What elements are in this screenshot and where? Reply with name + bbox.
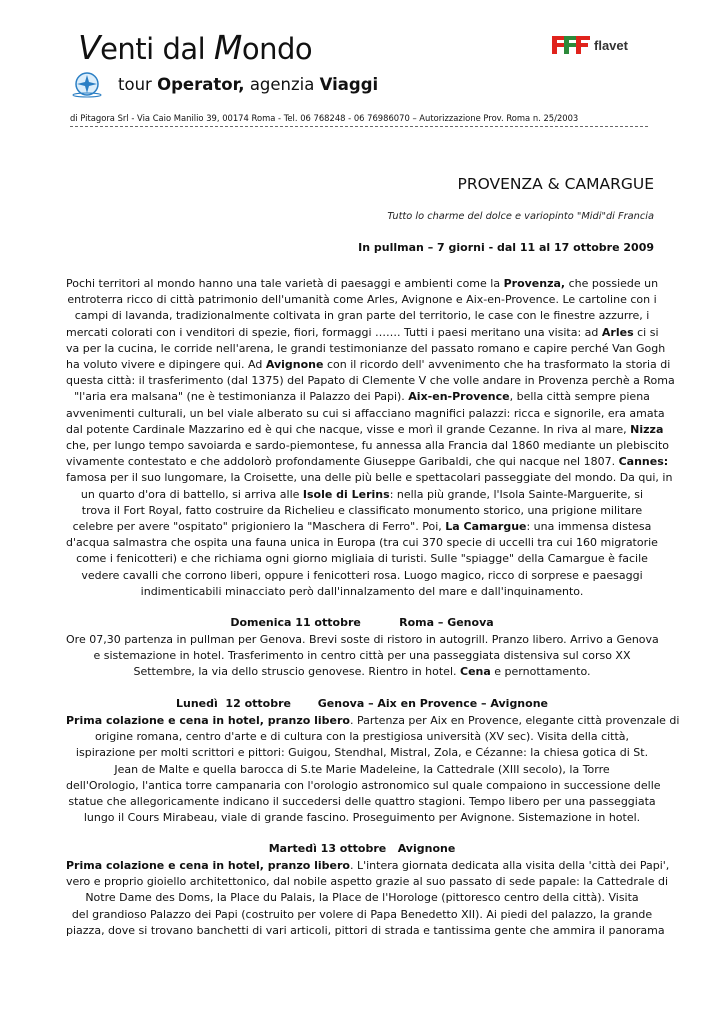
text-line: origine romana, centro d'arte e di cultura con la prestigiosa università (XV sec). Visita della città, (94, 730, 630, 744)
subtitle-viaggi: Viaggi (319, 75, 379, 94)
text-line: indimenticabili minacciato però dall'innalzamento del mare e dall'inquinamento. (140, 584, 584, 598)
airplane-globe-icon (70, 70, 104, 98)
text-line: che, per lungo tempo savoiarda e sardo-piemontese, fu annessa alla Francia dal 1860 mediante un plebiscito (66, 439, 669, 453)
intro-paragraph (66, 276, 675, 600)
text-line: Prima colazione e cena in hotel, pranzo libero. Partenza per Aix en Provence, elegante città provenzale di (66, 714, 680, 727)
text-line: Pochi territori al mondo hanno una tale varietà di paesaggi e ambienti come la Provenza, che possiede un (66, 277, 659, 290)
text-line: statue che allegoricamente indicano il succedersi delle quattro stagioni. Tempo libero per una passeggiata (68, 795, 656, 809)
text-line: celebre per avere "ospitato" prigioniero la "Maschera di Ferro". Poi, La Camargue: una immensa distesa (72, 520, 652, 534)
tour-title: PROVENZA & CAMARGUE (457, 175, 654, 193)
subtitle-pre: tour (118, 75, 158, 94)
subtitle-mid: agenzia (244, 75, 320, 94)
text-line: come i fenicotteri) e che richiama ogni giorno migliaia di turisti. Sulle "spiagge" della Camargue è facile (76, 552, 648, 566)
text-line: piazza, dove si trovano banchetti di vari articoli, pittori di strada e tantissima gente che ammira il panorama (66, 923, 665, 937)
header-divider (70, 126, 648, 127)
text-line: e sistemazione in hotel. Trasferimento in centro città per una passeggiata distensiva sul corso XX (93, 649, 631, 663)
day2-heading: Lunedì 12 ottobre Genova – Aix en Provence – Avignone (176, 697, 548, 710)
day3-paragraph (66, 858, 670, 939)
text-line: famosa per il suo lungomare, la Croisette, una delle più belle e spettacolari passeggiate del mondo. Da qui, in (66, 471, 673, 485)
text-line: Notre Dame des Doms, la Place du Palais, la Place de l'Horologe (pittoresco centro della città). Visita (85, 891, 639, 905)
logo-text: flavet (594, 38, 628, 53)
brand-initial-v: V (78, 28, 101, 67)
text-line: lungo il Cours Mirabeau, viale di grande fascino. Proseguimento per Avignone. Sistemazione in hotel. (83, 811, 641, 825)
text-line: dell'Orologio, l'antica torre campanaria con l'orologio astronomico sul quale compaiono in successione delle (66, 778, 661, 792)
text-line: un quarto d'ora di battello, si arriva alle Isole di Lerins: nella più grande, l'Isola Sainte-Marguerite, si (80, 487, 644, 501)
text-line: "l'aria era malsana" (ne è testimonianza il Palazzo dei Papi). Aix-en-Provence, bella città sempre piena (74, 390, 650, 404)
tour-tagline: Tutto lo charme del dolce e variopinto "Midi"di Francia (387, 211, 654, 222)
text-line: mercati colorati con i venditori di spezie, fiori, formaggi ……. Tutti i paesi meritano una visita: ad Arles ci si (66, 325, 659, 339)
day3-heading: Martedì 13 ottobre Avignone (268, 842, 456, 855)
text-line: questa città: il trasferimento (dal 1375) del Papato di Clemente V che volle andare in Provenza perchè a Roma (66, 374, 675, 388)
company-address: di Pitagora Srl - Via Caio Manilio 39, 00174 Roma - Tel. 06 768248 - 06 76986070 – Autorizzazione Prov. Roma n. 25/2003 (70, 113, 579, 123)
day1-paragraph (66, 632, 658, 681)
text-line: trova il Fort Royal, fatto costruire da Richelieu e classificato monumento storico, una prigione militare (81, 503, 643, 517)
brand-part2: ondo (241, 32, 313, 66)
tour-dates: In pullman – 7 giorni - dal 11 al 17 ottobre 2009 (358, 241, 654, 254)
subtitle-operator: Operator, (157, 75, 245, 94)
text-line: Ore 07,30 partenza in pullman per Genova. Brevi soste di ristoro in autogrill. Pranzo libero. Arrivo a Genova (66, 633, 659, 646)
text-line: vero e proprio gioiello architettonico, dal nobile aspetto grazie al suo passato di sede papale: la Cattedrale di (66, 875, 668, 889)
text-line: Prima colazione e cena in hotel, pranzo libero. L'intera giornata dedicata alla visita della 'città dei Papi', (66, 859, 670, 872)
text-line: d'acqua salmastra che ospita una fauna unica in Europa (tra cui 370 specie di uccelli tra cui 160 migratorie (66, 536, 658, 550)
flavet-logo (548, 30, 658, 58)
text-line: campi di lavanda, tradizionalmente coltivata in gran parte del territorio, le case con le finestre azzurre, i (74, 309, 650, 323)
text-line: Settembre, la via dello struscio genovese. Rientro in hotel. Cena e pernottamento. (133, 665, 591, 679)
brand-part1: enti dal (100, 32, 214, 66)
text-line: avvenimenti culturali, un bel viale alberato su cui si affacciano magnifici palazzi: ricca e signorile, era amata (66, 406, 665, 420)
text-line: dal potente Cardinale Mazzarino ed è qui che nacque, visse e morì il grande Cezanne. In riva al mare, Nizza (66, 422, 664, 436)
text-line: ispirazione per molti scrittori e pittori: Guigou, Stendhal, Mistral, Zola, e Cézanne: la chiesa gotica di St. (75, 746, 649, 760)
text-line: entroterra ricco di città patrimonio dell'umanità come Arles, Avignone e Aix-en-Provence. Le cartoline con i (67, 293, 657, 307)
subtitle (118, 75, 378, 94)
text-line: vedere cavalli che corrono liberi, oppure i fenicotteri rosa. Luogo magico, ricco di sorprese e paesaggi (81, 568, 643, 582)
text-line: vivamente contestato e che addolorò profondamente Giuseppe Garibaldi, che qui nacque nel 1807. Cannes: (66, 455, 669, 469)
text-line: del grandioso Palazzo dei Papi (costruito per volere di Papa Benedetto XII). Ai piedi del palazzo, la grande (71, 907, 653, 921)
brand-initial-m: M (213, 28, 242, 67)
text-line: va per la cucina, le corride nell'arena, le grandi testimonianze del passato romano e capire perché Van Gogh (66, 341, 666, 355)
brand-title (78, 28, 312, 67)
text-line: Jean de Malte e quella barocca di S.te Marie Madeleine, la Cattedrale (XIII secolo), la Torre (114, 762, 610, 776)
day2-paragraph (66, 713, 680, 826)
text-line: ha voluto vivere e dipingere qui. Ad Avignone con il ricordo dell' avvenimento che ha trasformato la storia di (66, 358, 671, 372)
day1-heading: Domenica 11 ottobre Roma – Genova (230, 616, 494, 629)
